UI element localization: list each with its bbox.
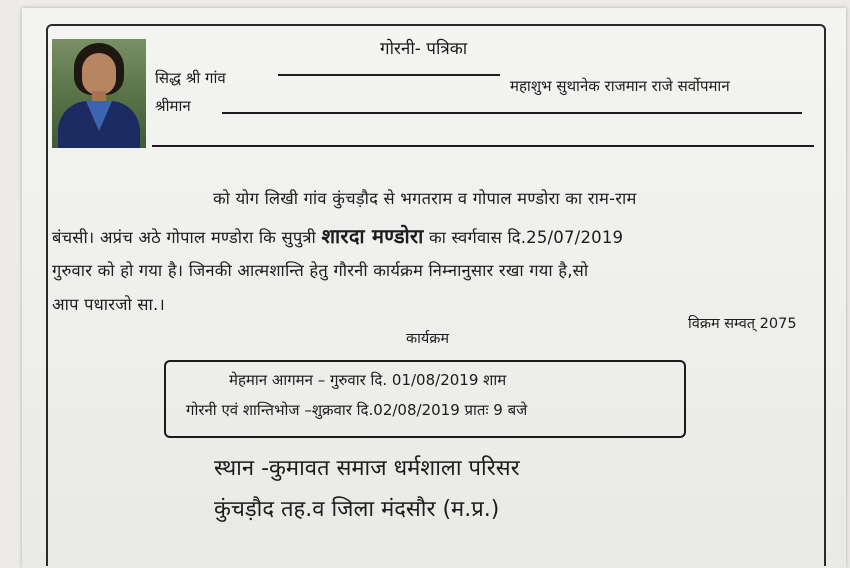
letter-line-2	[52, 222, 623, 249]
letter-line-2-start: बंचसी। अप्रंच अठे गोपाल मण्डोरा कि सुपुत्री	[52, 228, 316, 247]
blank-line-addressee	[222, 112, 802, 114]
addressee-label: श्रीमान	[155, 97, 191, 115]
letter-line-1: को योग लिखी गांव कुंचड़ौद से भगतराम व गोपाल मण्डोरा का राम-राम	[213, 189, 637, 208]
deceased-name: शारदा मण्डोरा	[321, 224, 424, 248]
program-item-feast: गोरनी एवं शान्तिभोज –शुक्रवार दि.02/08/2019 प्रातः 9 बजे	[186, 401, 528, 419]
venue-line-1: स्थान -कुमावत समाज धर्मशाला परिसर	[214, 456, 520, 481]
samvat-year: विक्रम सम्वत् 2075	[688, 316, 797, 332]
program-item-arrival: मेहमान आगमन – गुरुवार दि. 01/08/2019 शाम	[229, 371, 507, 389]
letter-line-4: आप पधारजो सा.।	[52, 295, 165, 314]
salutation-village-label: सिद्ध श्री गांव	[155, 69, 226, 87]
venue-line-2: कुंचड़ौद तह.व जिला मंदसौर (म.प्र.)	[214, 497, 500, 522]
salutation-honorific: महाशुभ सुथानेक राजमान राजे सर्वोपमान	[510, 77, 730, 95]
blank-line-extra	[152, 145, 814, 147]
program-heading: कार्यक्रम	[406, 331, 450, 347]
deceased-portrait-photo	[52, 39, 146, 148]
blank-line-village	[278, 74, 500, 76]
letter-line-3: गुरुवार को हो गया है। जिनकी आत्मशान्ति हेतु गौरनी कार्यक्रम निम्नानुसार रखा गया है,सो	[52, 261, 589, 280]
letter-line-2-end: का स्वर्गवास दि.25/07/2019	[428, 228, 624, 247]
card-title: गोरनी- पत्रिका	[380, 39, 468, 59]
